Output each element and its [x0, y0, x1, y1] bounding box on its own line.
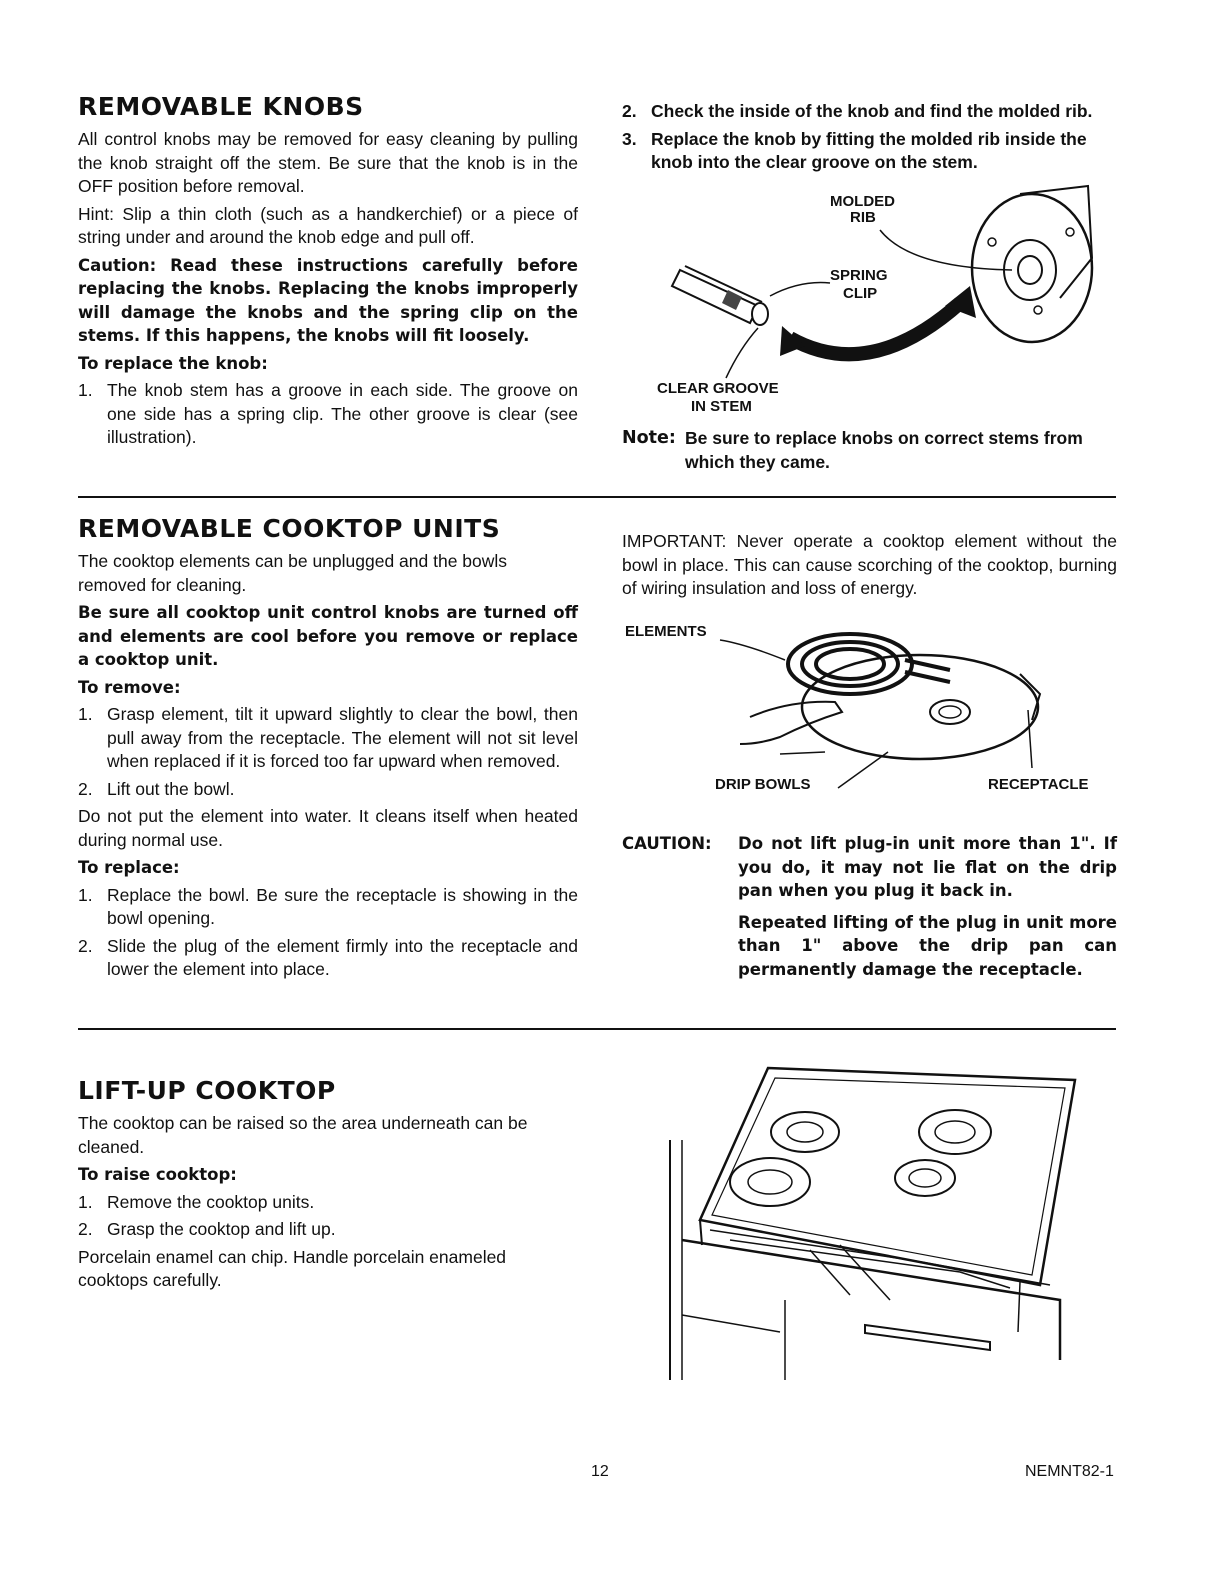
replace-heading: To replace: — [78, 858, 180, 877]
knobs-caution: Caution: Read these instructions carefully before replacing the knobs. Replacing the knobs improperly will damage the knobs and the spring clip on the stems. If this happens, the knobs will fit loosely. — [78, 255, 578, 345]
step-text: Replace the knob by fitting the molded rib inside the knob into the clear groove on the stem. — [651, 128, 1087, 172]
knobs-step-list — [78, 379, 578, 450]
step-text: Replace the bowl. Be sure the receptacle is showing in the bowl opening. — [107, 884, 578, 928]
knobs-intro: All control knobs may be removed for easy cleaning by pulling the knob straight off the stem. Be sure that the knob is in the OFF position before removal. — [78, 129, 578, 196]
knobs-step-3 — [622, 128, 1122, 175]
step-text: Grasp element, tilt it upward slightly to clear the bowl, then pull away from the receptacle. The element will not sit level when replaced if it is forced too far upward when removed. — [107, 704, 578, 771]
remove-heading: To remove: — [78, 677, 181, 697]
raise-step-list — [78, 1191, 578, 1242]
note-text: Be sure to replace knobs on correct stems from which they came. — [685, 428, 1083, 472]
cooktop-units-right-column — [622, 530, 1117, 605]
liftup-intro: The cooktop can be raised so the area underneath can be cleaned. — [78, 1113, 528, 1157]
step-number: 3. — [622, 128, 637, 149]
caution-label: CAUTION: — [622, 834, 712, 853]
note-label: Note: — [622, 428, 676, 448]
remove-step-2 — [78, 778, 578, 802]
step-number: 1. — [78, 380, 93, 400]
knobs-step-list-continued — [622, 100, 1122, 175]
step-number: 2. — [78, 778, 93, 799]
knobs-title: REMOVABLE KNOBS — [78, 92, 364, 121]
doc-code: NEMNT82-1 — [1025, 1463, 1114, 1480]
step-text: Lift out the bowl. — [107, 778, 235, 799]
important-note: IMPORTANT: Never operate a cooktop element without the bowl in place. This can cause scorching of the cooktop, burning of wiring insulation and loss of energy. — [622, 531, 1117, 598]
step-number: 2. — [78, 935, 93, 956]
caution-text-1: Do not lift plug-in unit more than 1". If you do, it may not lie flat on the drip pan when you plug it back in. — [738, 834, 1117, 900]
raise-step-2 — [78, 1218, 578, 1242]
knob-stem — [672, 266, 768, 325]
knob-illustration — [640, 178, 1120, 418]
step-number: 1. — [78, 1191, 93, 1212]
knobs-replace-heading: To replace the knob: — [78, 353, 268, 373]
page-number: 12 — [591, 1463, 609, 1480]
raise-step-1 — [78, 1191, 578, 1215]
liftup-left-column — [78, 1076, 578, 1297]
step-number: 2. — [78, 1219, 93, 1239]
replace-step-1 — [78, 884, 578, 931]
replace-step-list — [78, 884, 578, 982]
step-number: 2. — [622, 101, 637, 121]
remove-step-list — [78, 703, 578, 801]
cooktop-units-warning: Be sure all cooktop unit control knobs are turned off and elements are cool before you remove or replace a cooktop unit. — [78, 603, 578, 669]
knobs-step-1 — [78, 379, 578, 450]
label-elements: ELEMENTS — [625, 623, 707, 640]
step-text: The knob stem has a groove in each side. The groove on one side has a spring clip. The other groove is clear (see illustration). — [107, 380, 578, 447]
cooktop-units-title: REMOVABLE COOKTOP UNITS — [78, 514, 501, 543]
label-rib: RIB — [850, 209, 876, 226]
curved-arrow-icon — [780, 286, 976, 356]
label-spring: SPRING — [830, 267, 888, 284]
replace-step-2 — [78, 935, 578, 982]
label-molded: MOLDED — [830, 193, 895, 210]
knobs-note — [622, 427, 1122, 478]
label-receptacle: RECEPTACLE — [988, 776, 1089, 793]
label-clear-groove: CLEAR GROOVE — [657, 380, 779, 397]
step-text: Slide the plug of the element firmly into the receptacle and lower the element into place. — [107, 935, 578, 979]
label-clip: CLIP — [843, 285, 878, 302]
divider-1 — [78, 496, 1116, 498]
knobs-right-column — [622, 100, 1122, 179]
cooktop-units-intro: The cooktop elements can be unplugged and the bowls removed for cleaning. — [78, 551, 508, 595]
step-text: Grasp the cooktop and lift up. — [107, 1219, 336, 1239]
cooktop-units-left-column — [78, 514, 578, 986]
knobs-left-column — [78, 92, 578, 454]
knobs-hint: Hint: Slip a thin cloth (such as a handkerchief) or a piece of string under and around the knob edge and pull off. — [78, 203, 578, 247]
label-drip-bowls: DRIP BOWLS — [715, 776, 811, 793]
remove-step-1 — [78, 703, 578, 774]
step-text: Remove the cooktop units. — [107, 1191, 315, 1212]
liftup-cooktop-illustration — [660, 1060, 1100, 1385]
caution-text-2: Repeated lifting of the plug in unit more than 1" above the drip pan can permanently damage the receptacle. — [738, 912, 1117, 979]
label-in-stem: IN STEM — [691, 398, 752, 415]
step-number: 1. — [78, 884, 93, 905]
liftup-title: LIFT-UP COOKTOP — [78, 1076, 336, 1105]
raise-heading: To raise cooktop: — [78, 1165, 237, 1184]
cooktop-units-caution — [622, 832, 1117, 989]
knob-drawing — [972, 186, 1092, 342]
step-text: Check the inside of the knob and find the molded rib. — [651, 101, 1093, 121]
step-number: 1. — [78, 704, 93, 724]
water-note: Do not put the element into water. It cleans itself when heated during normal use. — [78, 806, 578, 850]
porcelain-note: Porcelain enamel can chip. Handle porcelain enameled cooktops carefully. — [78, 1246, 507, 1290]
divider-2 — [78, 1028, 1116, 1030]
cooktop-element-illustration — [620, 612, 1120, 802]
knobs-step-2 — [622, 100, 1122, 124]
